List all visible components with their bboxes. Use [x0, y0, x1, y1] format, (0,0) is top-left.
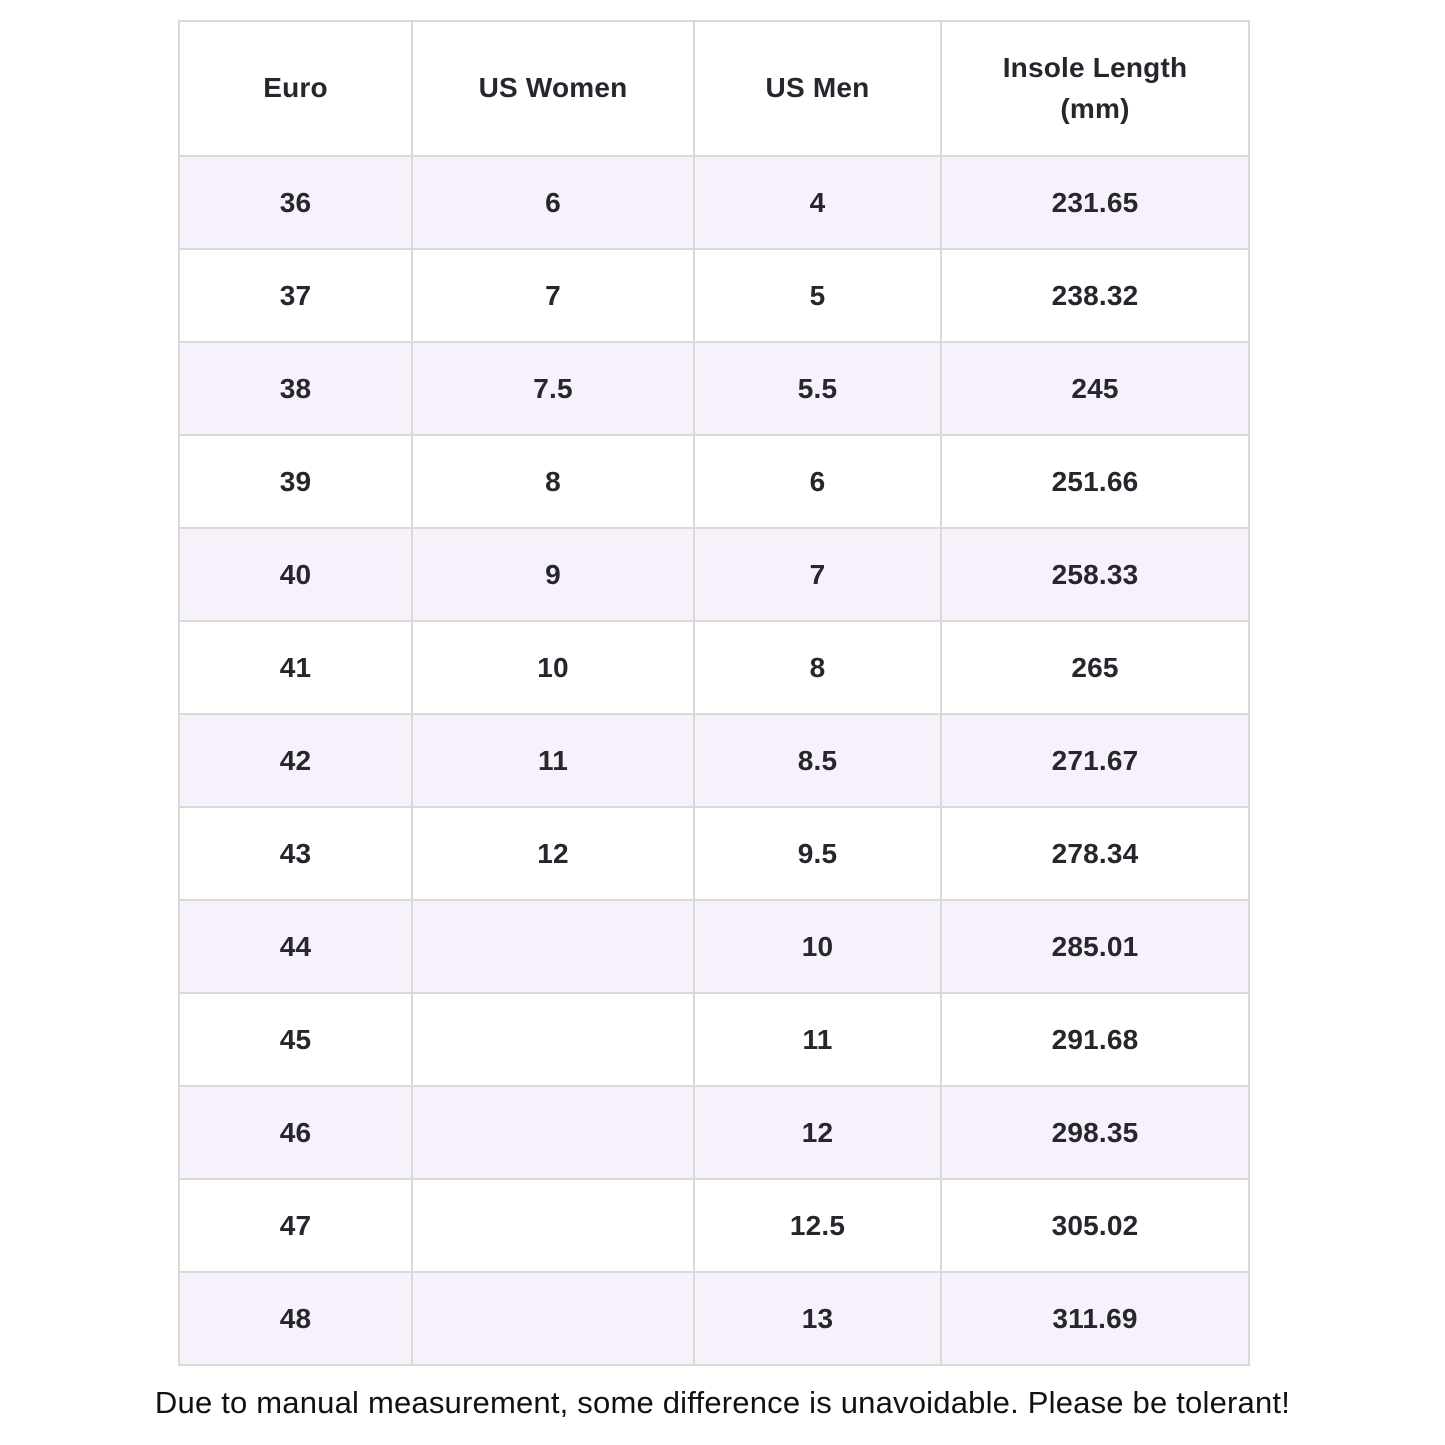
table-row [179, 714, 1249, 807]
table-cell [412, 900, 694, 993]
table-cell: 285.01 [941, 900, 1249, 993]
table-cell: 6 [694, 435, 941, 528]
table-cell: 7.5 [412, 342, 694, 435]
table-cell: 311.69 [941, 1272, 1249, 1365]
table-cell: 10 [694, 900, 941, 993]
measurement-disclaimer: Due to manual measurement, some difference is unavoidable. Please be tolerant! [154, 1385, 1291, 1420]
table-cell [412, 1086, 694, 1179]
table-cell: 46 [179, 1086, 412, 1179]
table-row [179, 1272, 1249, 1365]
table-row [179, 156, 1249, 249]
table-cell: 258.33 [941, 528, 1249, 621]
table-cell: 12.5 [694, 1179, 941, 1272]
table-cell: 7 [694, 528, 941, 621]
table-cell: 245 [941, 342, 1249, 435]
table-cell: 39 [179, 435, 412, 528]
table-cell: 13 [694, 1272, 941, 1365]
table-row [179, 435, 1249, 528]
table-cell: 231.65 [941, 156, 1249, 249]
table-cell: 40 [179, 528, 412, 621]
header-row [179, 21, 1249, 156]
col-header-us-men [694, 21, 941, 156]
table-cell: 305.02 [941, 1179, 1249, 1272]
table-row [179, 621, 1249, 714]
table-cell: 42 [179, 714, 412, 807]
table-row [179, 528, 1249, 621]
table-cell: 48 [179, 1272, 412, 1365]
table-cell: 9 [412, 528, 694, 621]
col-header-us-men-label: US Men [765, 72, 870, 104]
table-cell: 37 [179, 249, 412, 342]
table-cell: 12 [412, 807, 694, 900]
table-cell: 271.67 [941, 714, 1249, 807]
table-cell: 265 [941, 621, 1249, 714]
col-header-us-women-label: US Women [478, 72, 628, 104]
table-cell [412, 993, 694, 1086]
table-cell: 11 [412, 714, 694, 807]
col-header-insole-length-label: Insole Length (mm) [1002, 51, 1188, 124]
table-body [179, 156, 1249, 1365]
size-chart-table [178, 20, 1250, 1366]
table-row [179, 900, 1249, 993]
table-cell: 8 [694, 621, 941, 714]
table-row [179, 807, 1249, 900]
table-cell: 5.5 [694, 342, 941, 435]
table-cell: 251.66 [941, 435, 1249, 528]
col-header-euro [179, 21, 412, 156]
col-header-insole-length [941, 21, 1249, 156]
table-cell: 7 [412, 249, 694, 342]
table-cell: 12 [694, 1086, 941, 1179]
table-row [179, 1086, 1249, 1179]
table-cell: 44 [179, 900, 412, 993]
table-cell [412, 1179, 694, 1272]
table-cell [412, 1272, 694, 1365]
table-cell: 36 [179, 156, 412, 249]
table-cell: 278.34 [941, 807, 1249, 900]
table-cell: 9.5 [694, 807, 941, 900]
table-cell: 291.68 [941, 993, 1249, 1086]
table-cell: 10 [412, 621, 694, 714]
table-row [179, 342, 1249, 435]
table-cell: 238.32 [941, 249, 1249, 342]
table-cell: 47 [179, 1179, 412, 1272]
size-chart [178, 20, 1248, 1366]
table-cell: 298.35 [941, 1086, 1249, 1179]
table-cell: 45 [179, 993, 412, 1086]
table-row [179, 249, 1249, 342]
table-cell: 43 [179, 807, 412, 900]
table-row [179, 1179, 1249, 1272]
col-header-us-women [412, 21, 694, 156]
table-cell: 38 [179, 342, 412, 435]
table-cell: 4 [694, 156, 941, 249]
table-cell: 11 [694, 993, 941, 1086]
table-cell: 5 [694, 249, 941, 342]
table-cell: 8 [412, 435, 694, 528]
table-cell: 41 [179, 621, 412, 714]
col-header-euro-label: Euro [263, 72, 328, 104]
table-row [179, 993, 1249, 1086]
table-cell: 8.5 [694, 714, 941, 807]
table-cell: 6 [412, 156, 694, 249]
